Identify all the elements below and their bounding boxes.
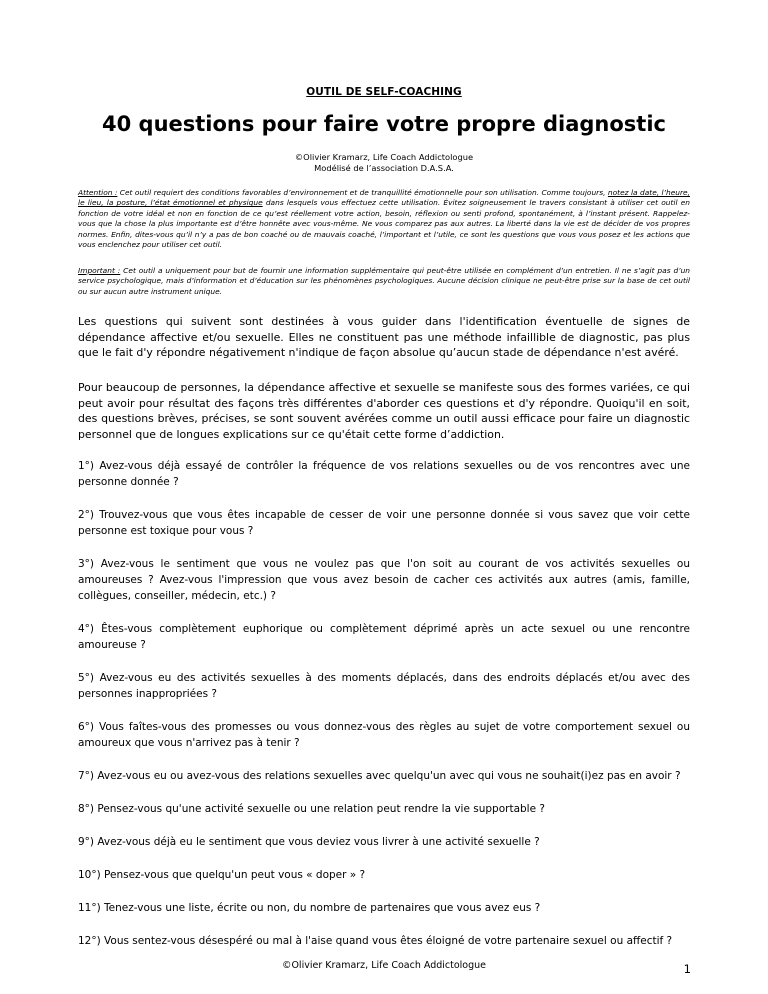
- important-label: Important :: [78, 266, 121, 275]
- question-item: 5°) Avez-vous eu des activités sexuelles à des moments déplacés, dans des endroits déplacés et/ou avec des personnes inappropriées ?: [78, 672, 690, 700]
- question-item: 9°) Avez-vous déjà eu le sentiment que vous deviez vous livrer à une activité sexuelle ?: [78, 836, 540, 848]
- intro-paragraph-2: Pour beaucoup de personnes, la dépendance affective et sexuelle se manifeste sous des formes variées, ce qui peut avoir pour résultat des façons très différentes d'aborder ces questions et d'y répondre. Quoiqu'il en soit, des questions brèves, précises, se sont souvent avérées comme un outil aussi efficace pour faire un diagnostic personnel que de longues explications sur ce qu'était cette forme d’addiction.: [78, 381, 690, 441]
- credit-line-author: ©Olivier Kramarz, Life Coach Addictologue: [294, 152, 474, 162]
- credit-line-model: Modélisé de l’association D.A.S.A.: [314, 163, 454, 173]
- question-item: 3°) Avez-vous le sentiment que vous ne voulez pas que l'on soit au courant de vos activités sexuelles ou amoureuses ? Avez-vous l'impression que vous avez besoin de cacher ces activités aux autres (amis, famille, collègues, conseiller, médecin, etc.) ?: [78, 558, 690, 602]
- attention-label: Attention :: [78, 188, 118, 197]
- question-item: 4°) Êtes-vous complètement euphorique ou complètement déprimé après un acte sexuel ou une rencontre amoureuse ?: [78, 623, 690, 651]
- question-item: 1°) Avez-vous déjà essayé de contrôler la fréquence de vos relations sexuelles ou de vos rencontres avec une personne donnée ?: [78, 460, 690, 488]
- attention-text-end: dans lesquels vous effectuez cette utilisation. Évitez soigneusement le travers consistant à utiliser cet outil en fonction de votre idéal et non en fonction de ce qu’est réellement votre action, besoin, réflexion ou senti profond, spontanément, à l’instant présent. Rappelez-vous que la chose la plus importante est d’être honnête avec vous-même. Ne vous comparez pas aux autres. La liberté dans la vie est de décider de vos propres normes. Enfin, dites-vous qu’il n’y a pas de bon coaché ou de mauvais coaché, l’important et l’utile, ce sont les questions que vous vous posez et les actions que vous enclenchez pour utiliser cet outil.: [78, 198, 690, 250]
- page-title: 40 questions pour faire votre propre diagnostic: [102, 112, 666, 136]
- author-credit: [0, 152, 768, 174]
- important-note: [78, 266, 690, 297]
- attention-underlined-text: notez la date, l’heure, le lieu, la posture, l’état émotionnel et physique: [78, 188, 690, 208]
- important-text: Cet outil a uniquement pour but de fournir une information supplémentaire qui peut-être utilisée en complément d’un entretien. Il ne s’agit pas d’un service psychologique, mais d’information et d’éducation sur les phénomènes psychologiques. Aucune décision clinique ne peut-être prise sur la base de cet outil ou sur aucun autre instrument unique.: [78, 266, 690, 296]
- page-number: 1: [683, 962, 691, 976]
- attention-note: [78, 188, 690, 250]
- footer-credit: ©Olivier Kramarz, Life Coach Addictologue: [281, 960, 487, 971]
- attention-text-start: Cet outil requiert des conditions favorables d’environnement et de tranquillité émotionnelle pour son utilisation. Comme toujours,: [117, 188, 608, 197]
- question-item: 7°) Avez-vous eu ou avez-vous des relations sexuelles avec quelqu'un avec qui vous ne souhait(i)ez pas en avoir ?: [78, 770, 681, 782]
- question-item: 8°) Pensez-vous qu'une activité sexuelle ou une relation peut rendre la vie supportable ?: [78, 803, 545, 815]
- question-item: 2°) Trouvez-vous que vous êtes incapable de cesser de voir une personne donnée si vous savez que voir cette personne est toxique pour vous ?: [78, 509, 690, 537]
- question-item: 10°) Pensez-vous que quelqu'un peut vous « doper » ?: [78, 869, 366, 881]
- question-item: 6°) Vous faîtes-vous des promesses ou vous donnez-vous des règles au sujet de votre comportement sexuel ou amoureux que vous n'arrivez pas à tenir ?: [78, 721, 690, 749]
- question-item: 11°) Tenez-vous une liste, écrite ou non, du nombre de partenaires que vous avez eus ?: [78, 902, 541, 914]
- tool-label: OUTIL DE SELF-COACHING: [306, 86, 462, 98]
- question-item: 12°) Vous sentez-vous désespéré ou mal à l'aise quand vous êtes éloigné de votre partenaire sexuel ou affectif ?: [78, 935, 673, 947]
- intro-paragraph-1: Les questions qui suivent sont destinées à vous guider dans l'identification éventuelle de signes de dépendance affective et/ou sexuelle. Elles ne constituent pas une méthode infaillible de diagnostic, pas plus que le fait d'y répondre négativement n'indique de façon absolue qu’aucun stade de dépendance n'est avéré.: [78, 315, 690, 360]
